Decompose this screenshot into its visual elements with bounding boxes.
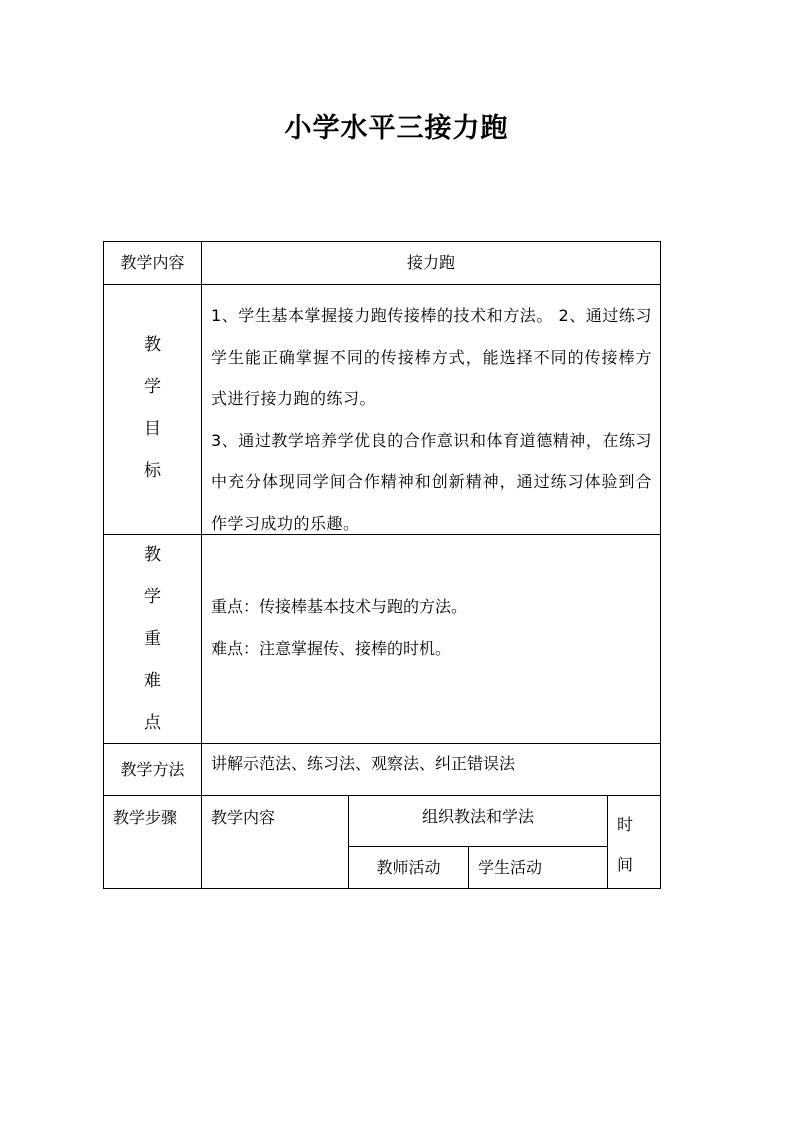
key-points-label (103, 534, 202, 744)
org-header-text: 组织教法和学法 (421, 807, 534, 826)
goals-label-char: 标 (144, 460, 161, 481)
methods-label-text: 教学方法 (120, 759, 185, 779)
time-header-char: 时 (617, 815, 634, 834)
goals-label-char: 目 (144, 418, 161, 439)
goals-label (103, 284, 202, 535)
methods-value (201, 743, 661, 796)
focus-text: 重点：传接棒基本技术与跑的方法。 (211, 597, 468, 616)
content-label (103, 241, 202, 285)
goals-label-char: 教 (144, 334, 161, 355)
key-points-label-char: 重 (144, 629, 161, 649)
steps-content-header-text: 教学内容 (211, 808, 276, 827)
key-points-value (201, 534, 661, 744)
goal-paragraph-2: 3、通过教学培养学优良的合作意识和体育道德精神，在练习中充分体现同学间合作精神和创新精神，通过练习体验到合作学习成功的乐趣。 (211, 430, 652, 533)
goals-value (201, 284, 661, 535)
steps-content-header (201, 795, 349, 889)
content-value-text: 接力跑 (406, 253, 455, 272)
steps-label-text: 教学步骤 (113, 808, 178, 827)
steps-label (103, 795, 202, 889)
content-label-text: 教学内容 (120, 253, 185, 272)
student-header (468, 846, 608, 889)
time-header-char: 间 (617, 855, 634, 874)
goal-paragraph-1: 1、学生基本掌握接力跑传接棒的技术和方法。 2、通过练习学生能正确掌握不同的传接棒方式，能选择不同的传接棒方式进行接力跑的练习。 (211, 306, 652, 408)
key-points-label-char: 教 (144, 545, 161, 565)
org-header (348, 795, 608, 847)
page-title: 小学水平三接力跑 (284, 113, 509, 144)
key-points-label-char: 难 (144, 671, 161, 691)
goals-label-char: 学 (144, 376, 161, 397)
methods-label (103, 743, 202, 796)
student-header-text: 学生活动 (478, 858, 543, 877)
content-value (201, 241, 661, 285)
teacher-header-text: 教师活动 (376, 857, 441, 877)
teacher-header (348, 846, 469, 889)
key-points-label-char: 点 (144, 713, 161, 733)
difficulty-text: 难点：注意掌握传、接棒的时机。 (211, 639, 452, 658)
key-points-label-char: 学 (144, 587, 161, 607)
time-header (607, 795, 661, 889)
methods-value-text: 讲解示范法、练习法、观察法、纠正错误法 (211, 754, 516, 773)
